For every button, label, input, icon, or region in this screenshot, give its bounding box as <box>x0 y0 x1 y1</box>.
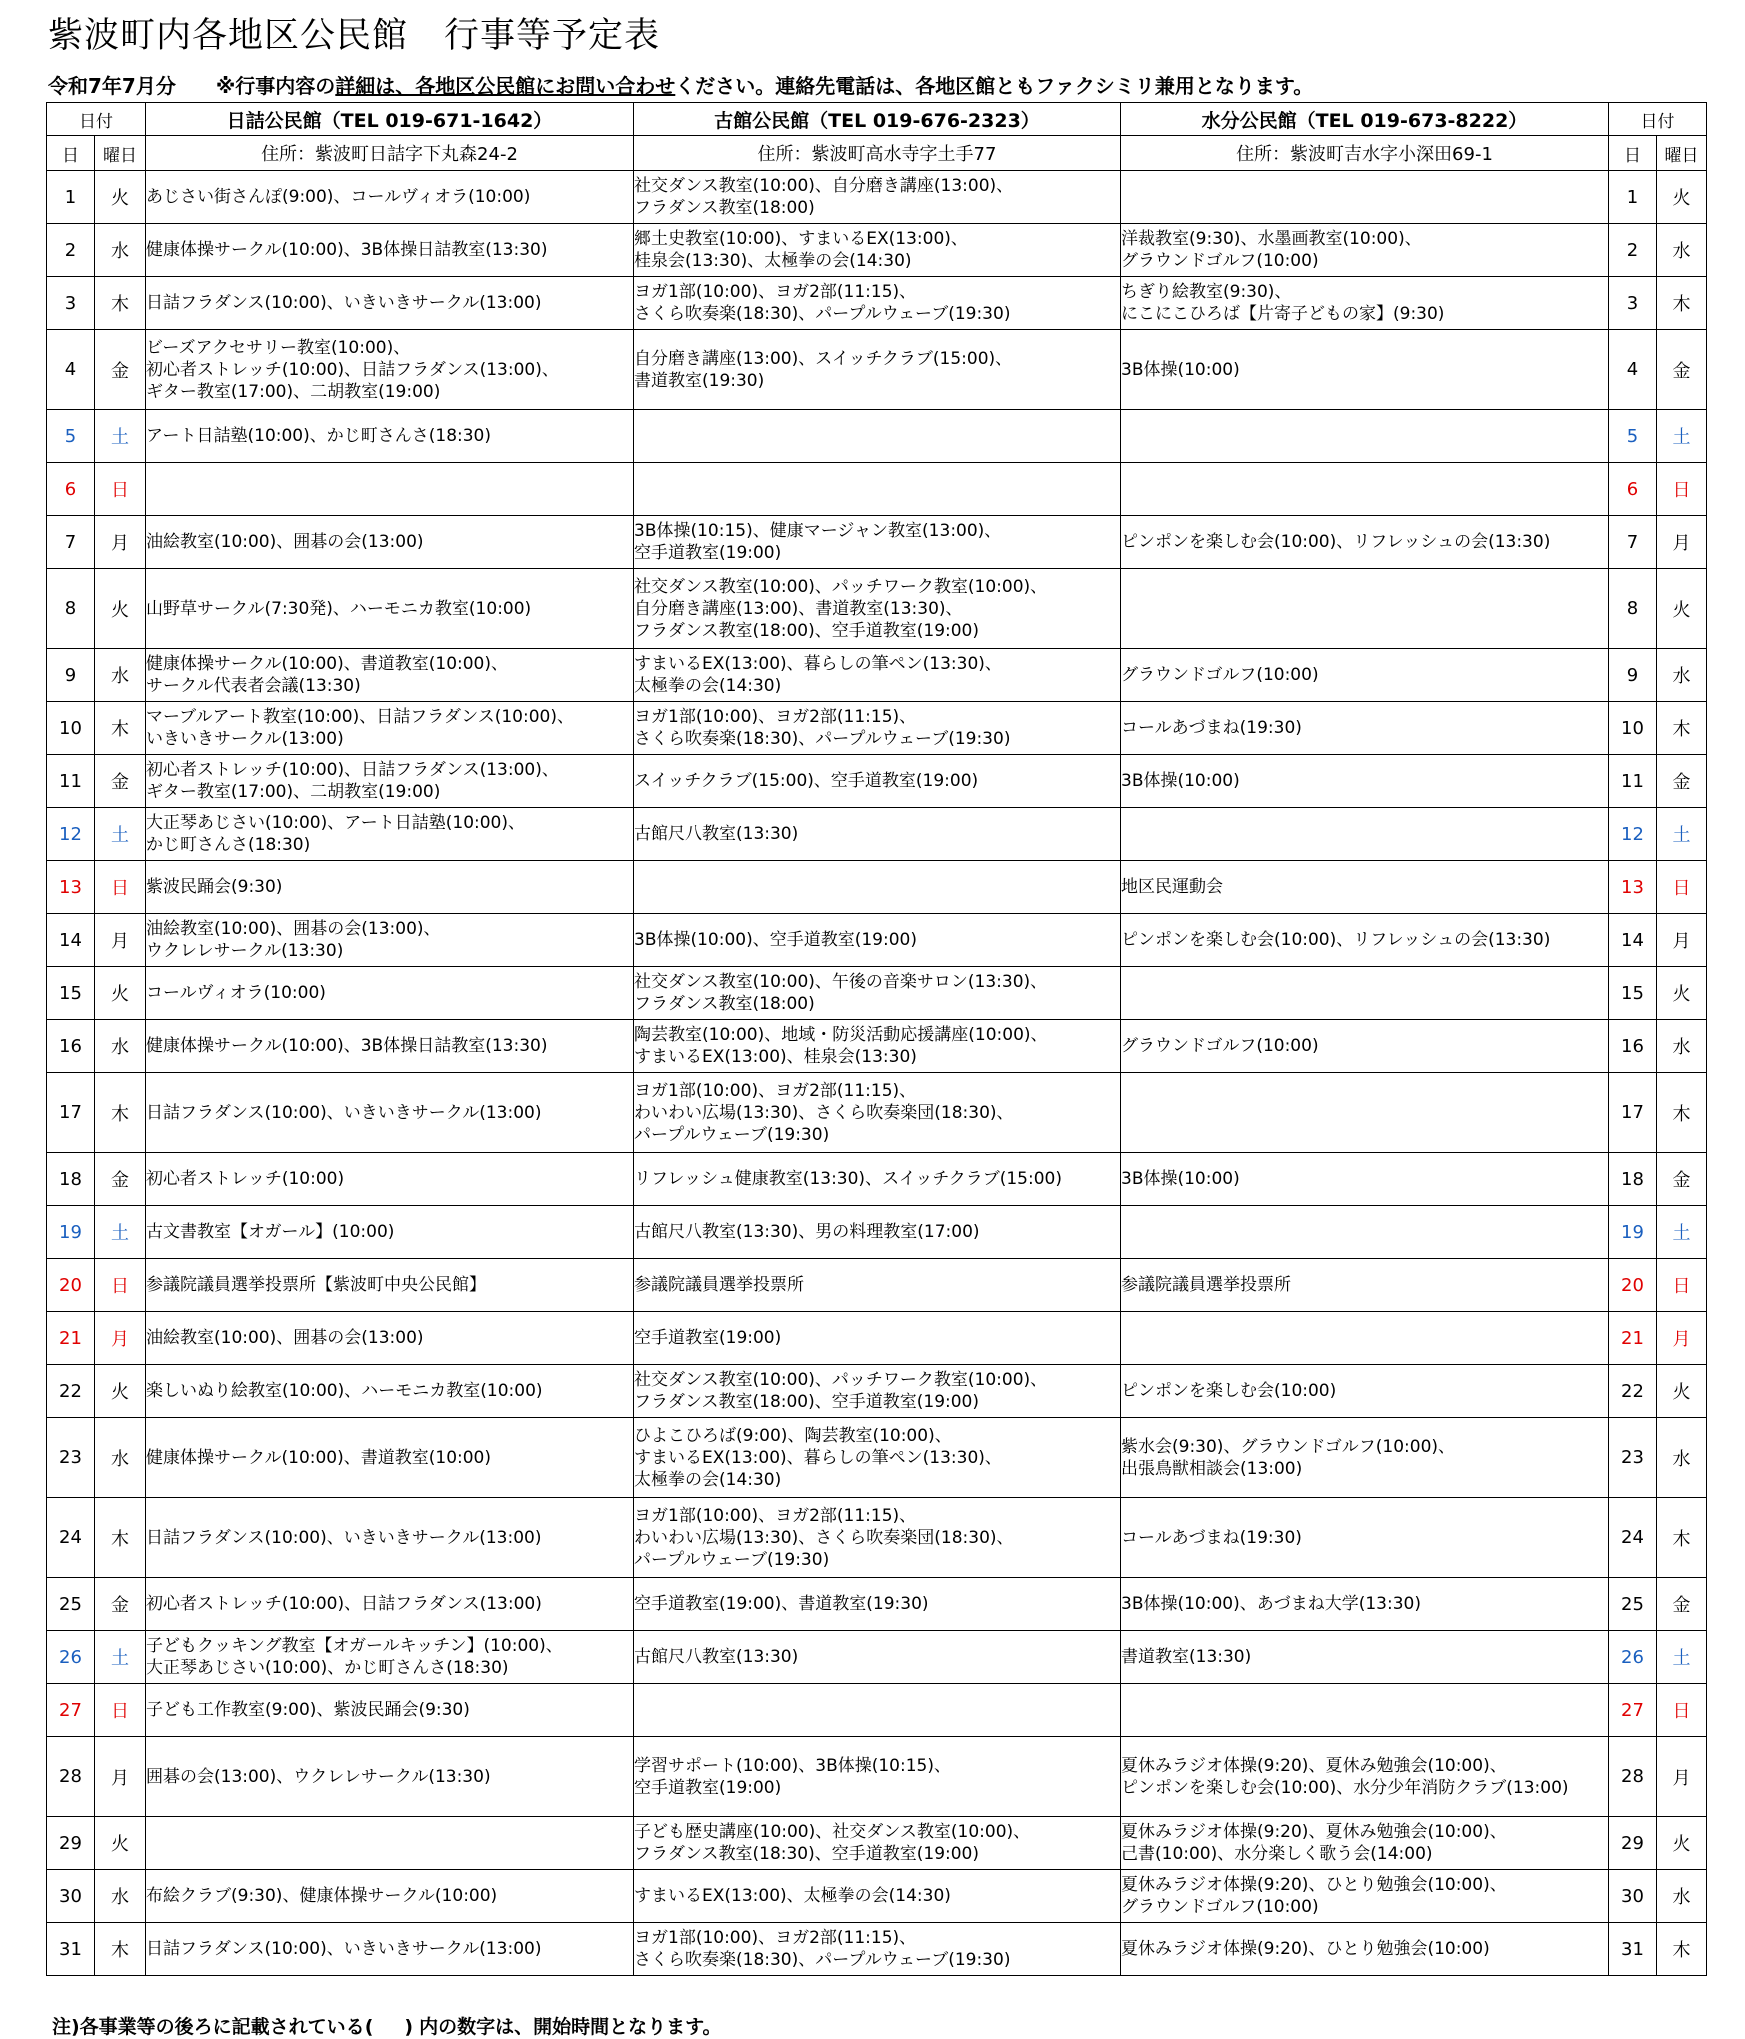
mizuwake-events <box>1121 808 1609 861</box>
furudate-events: 古館尺八教室(13:30) <box>634 1631 1121 1684</box>
day-header-right: 日 <box>1609 136 1657 171</box>
furudate-events: 子ども歴史講座(10:00)、社交ダンス教室(10:00)、 フラダンス教室(18:30)、空手道教室(19:00) <box>634 1817 1121 1870</box>
weekday-cell: 土 <box>95 1631 146 1684</box>
furudate-events: すまいるEX(13:00)、太極拳の会(14:30) <box>634 1870 1121 1923</box>
table-row <box>47 569 1707 649</box>
mizuwake-events <box>1121 1684 1609 1737</box>
furudate-events: ヨガ1部(10:00)、ヨガ2部(11:15)、 さくら吹奏楽(18:30)、パープルウェーブ(19:30) <box>634 277 1121 330</box>
weekday-header-left: 曜日 <box>95 136 146 171</box>
date-group-header-left: 日付 <box>47 103 146 136</box>
weekday-cell: 火 <box>95 171 146 224</box>
day-number-right: 19 <box>1609 1206 1657 1259</box>
day-number-right: 4 <box>1609 330 1657 410</box>
weekday-cell: 土 <box>95 1206 146 1259</box>
hizume-events: 紫波民踊会(9:30) <box>146 861 634 914</box>
furudate-events: 社交ダンス教室(10:00)、午後の音楽サロン(13:30)、 フラダンス教室(18:00) <box>634 967 1121 1020</box>
schedule-table <box>46 102 1707 1976</box>
mizuwake-events: 3B体操(10:00) <box>1121 1153 1609 1206</box>
hizume-events <box>146 1817 634 1870</box>
furudate-events: ヨガ1部(10:00)、ヨガ2部(11:15)、 さくら吹奏楽(18:30)、パープルウェーブ(19:30) <box>634 702 1121 755</box>
day-number: 18 <box>47 1153 95 1206</box>
weekday-cell: 金 <box>95 755 146 808</box>
furudate-events: 学習サポート(10:00)、3B体操(10:15)、 空手道教室(19:00) <box>634 1737 1121 1817</box>
table-row <box>47 330 1707 410</box>
weekday-cell-right: 水 <box>1657 224 1707 277</box>
mizuwake-events: 参議院議員選挙投票所 <box>1121 1259 1609 1312</box>
hizume-events: 布絵クラブ(9:30)、健康体操サークル(10:00) <box>146 1870 634 1923</box>
weekday-cell: 金 <box>95 1578 146 1631</box>
table-row <box>47 1153 1707 1206</box>
table-row <box>47 224 1707 277</box>
hizume-events: 初心者ストレッチ(10:00) <box>146 1153 634 1206</box>
day-number: 7 <box>47 516 95 569</box>
hizume-events: 油絵教室(10:00)、囲碁の会(13:00) <box>146 516 634 569</box>
hizume-events: 油絵教室(10:00)、囲碁の会(13:00)、 ウクレレサークル(13:30) <box>146 914 634 967</box>
page-title: 紫波町内各地区公民館 行事等予定表 <box>48 16 661 56</box>
weekday-cell: 火 <box>95 1365 146 1418</box>
weekday-cell-right: 月 <box>1657 516 1707 569</box>
weekday-cell: 木 <box>95 1073 146 1153</box>
furudate-events <box>634 1684 1121 1737</box>
day-number: 11 <box>47 755 95 808</box>
hizume-events: 健康体操サークル(10:00)、3B体操日詰教室(13:30) <box>146 224 634 277</box>
weekday-cell: 火 <box>95 967 146 1020</box>
weekday-cell-right: 火 <box>1657 1365 1707 1418</box>
day-number: 16 <box>47 1020 95 1073</box>
weekday-cell-right: 水 <box>1657 649 1707 702</box>
table-row <box>47 1418 1707 1498</box>
day-number: 14 <box>47 914 95 967</box>
weekday-cell-right: 金 <box>1657 330 1707 410</box>
table-row <box>47 1817 1707 1870</box>
furudate-events: 古館尺八教室(13:30)、男の料理教室(17:00) <box>634 1206 1121 1259</box>
day-number-right: 28 <box>1609 1737 1657 1817</box>
furudate-events: すまいるEX(13:00)、暮らしの筆ペン(13:30)、 太極拳の会(14:30) <box>634 649 1121 702</box>
table-row <box>47 1684 1707 1737</box>
mizuwake-events: ピンポンを楽しむ会(10:00)、リフレッシュの会(13:30) <box>1121 516 1609 569</box>
mizuwake-events: 3B体操(10:00) <box>1121 330 1609 410</box>
mizuwake-events <box>1121 1206 1609 1259</box>
weekday-cell-right: 日 <box>1657 861 1707 914</box>
mizuwake-events: 3B体操(10:00) <box>1121 755 1609 808</box>
day-number-right: 3 <box>1609 277 1657 330</box>
footer-note <box>52 2012 722 2039</box>
furudate-events: ヨガ1部(10:00)、ヨガ2部(11:15)、 さくら吹奏楽(18:30)、パープルウェーブ(19:30) <box>634 1923 1121 1976</box>
weekday-cell-right: 金 <box>1657 1578 1707 1631</box>
day-number-right: 2 <box>1609 224 1657 277</box>
day-number: 15 <box>47 967 95 1020</box>
weekday-cell: 日 <box>95 861 146 914</box>
day-number: 30 <box>47 1870 95 1923</box>
day-header-left: 日 <box>47 136 95 171</box>
weekday-cell-right: 土 <box>1657 1206 1707 1259</box>
hizume-events: アート日詰塾(10:00)、かじ町さんさ(18:30) <box>146 410 634 463</box>
hizume-events: 日詰フラダンス(10:00)、いきいきサークル(13:00) <box>146 277 634 330</box>
weekday-cell: 木 <box>95 1498 146 1578</box>
mizuwake-events: 地区民運動会 <box>1121 861 1609 914</box>
hizume-events: マーブルアート教室(10:00)、日詰フラダンス(10:00)、 いきいきサークル(13:00) <box>146 702 634 755</box>
mizuwake-hall-address: 住所：紫波町吉水字小深田69-1 <box>1121 136 1609 171</box>
note-text-1: ※行事内容の <box>215 74 336 98</box>
day-number: 1 <box>47 171 95 224</box>
note-underlined: 詳細は、各地区公民館にお問い合わせ <box>335 74 676 98</box>
weekday-cell: 水 <box>95 1870 146 1923</box>
weekday-cell: 日 <box>95 463 146 516</box>
day-number-right: 24 <box>1609 1498 1657 1578</box>
day-number-right: 5 <box>1609 410 1657 463</box>
day-number: 21 <box>47 1312 95 1365</box>
hizume-events: 初心者ストレッチ(10:00)、日詰フラダンス(13:00)、 ギター教室(17:00)、二胡教室(19:00) <box>146 755 634 808</box>
weekday-cell-right: 火 <box>1657 171 1707 224</box>
hizume-events: 大正琴あじさい(10:00)、アート日詰塾(10:00)、 かじ町さんさ(18:30) <box>146 808 634 861</box>
weekday-cell: 水 <box>95 224 146 277</box>
weekday-cell: 月 <box>95 914 146 967</box>
day-number-right: 31 <box>1609 1923 1657 1976</box>
hizume-events: 子ども工作教室(9:00)、紫波民踊会(9:30) <box>146 1684 634 1737</box>
weekday-cell: 水 <box>95 1418 146 1498</box>
table-row <box>47 1870 1707 1923</box>
weekday-cell-right: 木 <box>1657 277 1707 330</box>
table-row <box>47 1073 1707 1153</box>
month-label: 令和7年7月分 <box>48 74 176 98</box>
hizume-events: 初心者ストレッチ(10:00)、日詰フラダンス(13:00) <box>146 1578 634 1631</box>
mizuwake-events <box>1121 463 1609 516</box>
note-text-2: ください。連絡先電話は、各地区館ともファクシミリ兼用となります。 <box>675 74 1314 98</box>
day-number: 6 <box>47 463 95 516</box>
table-row <box>47 1923 1707 1976</box>
mizuwake-events: 夏休みラジオ体操(9:20)、ひとり勉強会(10:00) <box>1121 1923 1609 1976</box>
footer-paren: ( ) <box>364 2016 420 2038</box>
weekday-cell-right: 木 <box>1657 1073 1707 1153</box>
hizume-events: コールヴィオラ(10:00) <box>146 967 634 1020</box>
table-row <box>47 1259 1707 1312</box>
table-row <box>47 277 1707 330</box>
weekday-cell: 木 <box>95 702 146 755</box>
day-number-right: 11 <box>1609 755 1657 808</box>
day-number-right: 12 <box>1609 808 1657 861</box>
day-number: 29 <box>47 1817 95 1870</box>
furudate-events: ヨガ1部(10:00)、ヨガ2部(11:15)、 わいわい広場(13:30)、さくら吹奏楽団(18:30)、 パープルウェーブ(19:30) <box>634 1498 1121 1578</box>
weekday-cell: 月 <box>95 1312 146 1365</box>
day-number-right: 21 <box>1609 1312 1657 1365</box>
furudate-events <box>634 410 1121 463</box>
day-number: 4 <box>47 330 95 410</box>
furudate-events: 3B体操(10:00)、空手道教室(19:00) <box>634 914 1121 967</box>
day-number: 26 <box>47 1631 95 1684</box>
weekday-cell-right: 木 <box>1657 1498 1707 1578</box>
day-number-right: 30 <box>1609 1870 1657 1923</box>
hizume-events: あじさい街さんぽ(9:00)、コールヴィオラ(10:00) <box>146 171 634 224</box>
day-number-right: 10 <box>1609 702 1657 755</box>
table-row <box>47 171 1707 224</box>
table-row <box>47 1365 1707 1418</box>
mizuwake-events: コールあづまね(19:30) <box>1121 702 1609 755</box>
hizume-events: 日詰フラダンス(10:00)、いきいきサークル(13:00) <box>146 1498 634 1578</box>
day-number: 23 <box>47 1418 95 1498</box>
weekday-cell: 金 <box>95 330 146 410</box>
furudate-hall-name: 古館公民館（TEL 019-676-2323） <box>634 103 1121 136</box>
mizuwake-events: 夏休みラジオ体操(9:20)、夏休み勉強会(10:00)、 己書(10:00)、水分楽しく歌う会(14:00) <box>1121 1817 1609 1870</box>
weekday-cell: 日 <box>95 1259 146 1312</box>
table-row <box>47 914 1707 967</box>
weekday-cell: 日 <box>95 1684 146 1737</box>
table-row <box>47 1498 1707 1578</box>
day-number-right: 29 <box>1609 1817 1657 1870</box>
furudate-hall-address: 住所：紫波町高水寺字土手77 <box>634 136 1121 171</box>
mizuwake-events: 夏休みラジオ体操(9:20)、ひとり勉強会(10:00)、 グラウンドゴルフ(10:00) <box>1121 1870 1609 1923</box>
mizuwake-events <box>1121 569 1609 649</box>
day-number-right: 13 <box>1609 861 1657 914</box>
day-number-right: 25 <box>1609 1578 1657 1631</box>
day-number-right: 6 <box>1609 463 1657 516</box>
mizuwake-events: 夏休みラジオ体操(9:20)、夏休み勉強会(10:00)、 ピンポンを楽しむ会(10:00)、水分少年消防クラブ(13:00) <box>1121 1737 1609 1817</box>
day-number: 9 <box>47 649 95 702</box>
hizume-events: ビーズアクセサリー教室(10:00)、 初心者ストレッチ(10:00)、日詰フラダンス(13:00)、 ギター教室(17:00)、二胡教室(19:00) <box>146 330 634 410</box>
day-number-right: 14 <box>1609 914 1657 967</box>
hizume-events: 健康体操サークル(10:00)、3B体操日詰教室(13:30) <box>146 1020 634 1073</box>
weekday-cell-right: 日 <box>1657 1259 1707 1312</box>
day-number-right: 17 <box>1609 1073 1657 1153</box>
day-number: 27 <box>47 1684 95 1737</box>
day-number-right: 22 <box>1609 1365 1657 1418</box>
furudate-events: 参議院議員選挙投票所 <box>634 1259 1121 1312</box>
furudate-events: 空手道教室(19:00) <box>634 1312 1121 1365</box>
table-row <box>47 410 1707 463</box>
weekday-cell: 木 <box>95 277 146 330</box>
hizume-hall-address: 住所：紫波町日詰字下丸森24-2 <box>146 136 634 171</box>
furudate-events: 3B体操(10:15)、健康マージャン教室(13:00)、 空手道教室(19:00) <box>634 516 1121 569</box>
furudate-events: ひよこひろば(9:00)、陶芸教室(10:00)、 すまいるEX(13:00)、暮らしの筆ペン(13:30)、 太極拳の会(14:30) <box>634 1418 1121 1498</box>
day-number: 8 <box>47 569 95 649</box>
day-number: 2 <box>47 224 95 277</box>
mizuwake-events: 書道教室(13:30) <box>1121 1631 1609 1684</box>
weekday-cell-right: 火 <box>1657 1817 1707 1870</box>
weekday-cell-right: 土 <box>1657 808 1707 861</box>
table-row <box>47 1631 1707 1684</box>
hizume-events: 古文書教室【オガール】(10:00) <box>146 1206 634 1259</box>
table-row <box>47 516 1707 569</box>
weekday-cell-right: 月 <box>1657 1737 1707 1817</box>
day-number: 10 <box>47 702 95 755</box>
hizume-events: 囲碁の会(13:00)、ウクレレサークル(13:30) <box>146 1737 634 1817</box>
table-row <box>47 755 1707 808</box>
weekday-cell: 水 <box>95 649 146 702</box>
weekday-cell-right: 土 <box>1657 410 1707 463</box>
furudate-events: ヨガ1部(10:00)、ヨガ2部(11:15)、 わいわい広場(13:30)、さくら吹奏楽団(18:30)、 パープルウェーブ(19:30) <box>634 1073 1121 1153</box>
weekday-cell: 土 <box>95 808 146 861</box>
weekday-cell-right: 月 <box>1657 914 1707 967</box>
day-number-right: 8 <box>1609 569 1657 649</box>
weekday-cell: 金 <box>95 1153 146 1206</box>
weekday-cell: 土 <box>95 410 146 463</box>
day-number-right: 1 <box>1609 171 1657 224</box>
day-number-right: 18 <box>1609 1153 1657 1206</box>
furudate-events: 自分磨き講座(13:00)、スイッチクラブ(15:00)、 書道教室(19:30) <box>634 330 1121 410</box>
hizume-hall-name: 日詰公民館（TEL 019-671-1642） <box>146 103 634 136</box>
furudate-events <box>634 861 1121 914</box>
mizuwake-events: 3B体操(10:00)、あづまね大学(13:30) <box>1121 1578 1609 1631</box>
weekday-cell-right: 木 <box>1657 1923 1707 1976</box>
mizuwake-hall-name: 水分公民館（TEL 019-673-8222） <box>1121 103 1609 136</box>
table-row <box>47 1312 1707 1365</box>
hizume-events: 油絵教室(10:00)、囲碁の会(13:00) <box>146 1312 634 1365</box>
weekday-cell-right: 月 <box>1657 1312 1707 1365</box>
date-group-header-right: 日付 <box>1609 103 1707 136</box>
hizume-events: 楽しいぬり絵教室(10:00)、ハーモニカ教室(10:00) <box>146 1365 634 1418</box>
table-row <box>47 1578 1707 1631</box>
hizume-events: 日詰フラダンス(10:00)、いきいきサークル(13:00) <box>146 1073 634 1153</box>
day-number-right: 16 <box>1609 1020 1657 1073</box>
table-row <box>47 1737 1707 1817</box>
furudate-events: リフレッシュ健康教室(13:30)、スイッチクラブ(15:00) <box>634 1153 1121 1206</box>
weekday-cell: 水 <box>95 1020 146 1073</box>
day-number: 5 <box>47 410 95 463</box>
furudate-events: スイッチクラブ(15:00)、空手道教室(19:00) <box>634 755 1121 808</box>
hizume-events: 日詰フラダンス(10:00)、いきいきサークル(13:00) <box>146 1923 634 1976</box>
weekday-cell: 月 <box>95 1737 146 1817</box>
furudate-events <box>634 463 1121 516</box>
day-number: 3 <box>47 277 95 330</box>
day-number-right: 9 <box>1609 649 1657 702</box>
day-number: 19 <box>47 1206 95 1259</box>
weekday-cell-right: 火 <box>1657 569 1707 649</box>
hizume-events: 参議院議員選挙投票所【紫波町中央公民館】 <box>146 1259 634 1312</box>
weekday-cell-right: 水 <box>1657 1418 1707 1498</box>
day-number: 31 <box>47 1923 95 1976</box>
table-row <box>47 808 1707 861</box>
weekday-cell-right: 日 <box>1657 463 1707 516</box>
day-number-right: 15 <box>1609 967 1657 1020</box>
table-row <box>47 967 1707 1020</box>
weekday-cell-right: 水 <box>1657 1020 1707 1073</box>
weekday-cell: 火 <box>95 569 146 649</box>
table-row <box>47 1020 1707 1073</box>
mizuwake-events: ピンポンを楽しむ会(10:00) <box>1121 1365 1609 1418</box>
furudate-events: 社交ダンス教室(10:00)、自分磨き講座(13:00)、 フラダンス教室(18:00) <box>634 171 1121 224</box>
table-row <box>47 702 1707 755</box>
day-number: 12 <box>47 808 95 861</box>
table-row <box>47 649 1707 702</box>
day-number: 17 <box>47 1073 95 1153</box>
day-number-right: 7 <box>1609 516 1657 569</box>
weekday-cell-right: 金 <box>1657 755 1707 808</box>
mizuwake-events <box>1121 171 1609 224</box>
hizume-events: 山野草サークル(7:30発)、ハーモニカ教室(10:00) <box>146 569 634 649</box>
weekday-cell-right: 土 <box>1657 1631 1707 1684</box>
mizuwake-events: ピンポンを楽しむ会(10:00)、リフレッシュの会(13:30) <box>1121 914 1609 967</box>
day-number: 13 <box>47 861 95 914</box>
furudate-events: 空手道教室(19:00)、書道教室(19:30) <box>634 1578 1121 1631</box>
weekday-header-right: 曜日 <box>1657 136 1707 171</box>
hizume-events: 健康体操サークル(10:00)、書道教室(10:00)、 サークル代表者会議(13:30) <box>146 649 634 702</box>
mizuwake-events <box>1121 967 1609 1020</box>
mizuwake-events: 紫水会(9:30)、グラウンドゴルフ(10:00)、 出張鳥獣相談会(13:00) <box>1121 1418 1609 1498</box>
furudate-events: 社交ダンス教室(10:00)、パッチワーク教室(10:00)、 自分磨き講座(13:00)、書道教室(13:30)、 フラダンス教室(18:00)、空手道教室(19:00) <box>634 569 1121 649</box>
footer-text-2: 内の数字は、開始時間となります。 <box>419 2016 722 2038</box>
day-number: 22 <box>47 1365 95 1418</box>
weekday-cell: 木 <box>95 1923 146 1976</box>
day-number: 24 <box>47 1498 95 1578</box>
mizuwake-events: 洋裁教室(9:30)、水墨画教室(10:00)、 グラウンドゴルフ(10:00) <box>1121 224 1609 277</box>
weekday-cell-right: 日 <box>1657 1684 1707 1737</box>
mizuwake-events <box>1121 1073 1609 1153</box>
furudate-events: 社交ダンス教室(10:00)、パッチワーク教室(10:00)、 フラダンス教室(18:00)、空手道教室(19:00) <box>634 1365 1121 1418</box>
weekday-cell-right: 木 <box>1657 702 1707 755</box>
mizuwake-events: コールあづまね(19:30) <box>1121 1498 1609 1578</box>
table-row <box>47 861 1707 914</box>
mizuwake-events <box>1121 410 1609 463</box>
mizuwake-events <box>1121 1312 1609 1365</box>
day-number-right: 23 <box>1609 1418 1657 1498</box>
subtitle <box>48 70 1313 99</box>
furudate-events: 郷土史教室(10:00)、すまいるEX(13:00)、 桂泉会(13:30)、太極拳の会(14:30) <box>634 224 1121 277</box>
hizume-events <box>146 463 634 516</box>
day-number-right: 26 <box>1609 1631 1657 1684</box>
mizuwake-events: ちぎり絵教室(9:30)、 にこにこひろば【片寄子どもの家】(9:30) <box>1121 277 1609 330</box>
day-number: 25 <box>47 1578 95 1631</box>
furudate-events: 陶芸教室(10:00)、地域・防災活動応援講座(10:00)、 すまいるEX(13:00)、桂泉会(13:30) <box>634 1020 1121 1073</box>
day-number-right: 20 <box>1609 1259 1657 1312</box>
furudate-events: 古館尺八教室(13:30) <box>634 808 1121 861</box>
table-row <box>47 463 1707 516</box>
day-number-right: 27 <box>1609 1684 1657 1737</box>
weekday-cell-right: 火 <box>1657 967 1707 1020</box>
weekday-cell: 火 <box>95 1817 146 1870</box>
hizume-events: 子どもクッキング教室【オガールキッチン】(10:00)、 大正琴あじさい(10:00)、かじ町さんさ(18:30) <box>146 1631 634 1684</box>
weekday-cell-right: 金 <box>1657 1153 1707 1206</box>
weekday-cell-right: 水 <box>1657 1870 1707 1923</box>
footer-text-1: 注)各事業等の後ろに記載されている <box>52 2016 365 2038</box>
weekday-cell: 月 <box>95 516 146 569</box>
mizuwake-events: グラウンドゴルフ(10:00) <box>1121 1020 1609 1073</box>
schedule-rows <box>47 171 1707 1976</box>
day-number: 20 <box>47 1259 95 1312</box>
day-number: 28 <box>47 1737 95 1817</box>
mizuwake-events: グラウンドゴルフ(10:00) <box>1121 649 1609 702</box>
table-row <box>47 1206 1707 1259</box>
hizume-events: 健康体操サークル(10:00)、書道教室(10:00) <box>146 1418 634 1498</box>
